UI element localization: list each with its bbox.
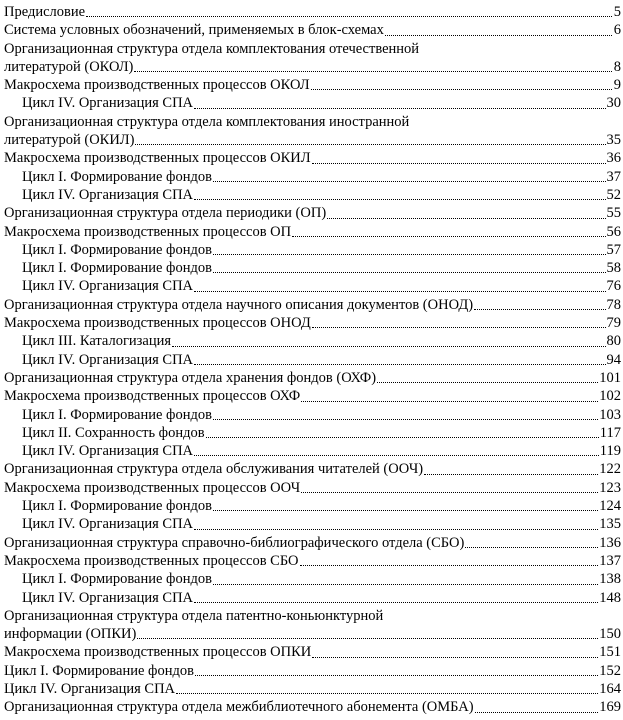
toc-entry — [4, 3, 621, 21]
toc-entry — [4, 387, 621, 405]
toc-entry — [4, 76, 621, 94]
toc-entry-title: Макросхема производственных процессов ОКОЛ — [4, 77, 310, 94]
toc-entry-title: Цикл IV. Организация СПА — [4, 680, 176, 697]
dot-leader — [194, 283, 605, 292]
toc-entry — [4, 552, 621, 570]
dot-leader — [301, 393, 598, 402]
toc-entry-page: 152 — [599, 662, 621, 679]
toc-entry-title: Цикл IV. Организация СПА — [22, 95, 194, 112]
dot-leader — [465, 539, 598, 548]
dot-leader — [312, 155, 606, 164]
toc-entry-title: Организационная структура справочно-библиографического отдела (СБО) — [4, 534, 465, 551]
toc-entry-title: Цикл II. Сохранность фондов — [22, 424, 205, 441]
toc-entry-title-line: Организационная структура отдела комплектования иностранной — [4, 113, 410, 130]
toc-entry-page: 138 — [599, 571, 621, 588]
toc-entry-page: 137 — [599, 552, 621, 569]
toc-entry-page: 94 — [606, 351, 621, 368]
toc-entry-page: 135 — [599, 516, 621, 533]
toc-entry-title: Цикл I. Формирование фондов — [22, 498, 212, 515]
dot-leader — [311, 81, 612, 90]
toc-entry-page: 6 — [613, 22, 621, 39]
toc-entry-page: 37 — [606, 168, 621, 185]
dot-leader — [194, 100, 605, 109]
table-of-contents — [4, 3, 621, 717]
dot-leader — [137, 630, 598, 639]
toc-entry-page: 119 — [599, 443, 621, 460]
toc-entry-title: Макросхема производственных процессов ООЧ — [4, 479, 301, 496]
toc-entry-page: 78 — [606, 296, 621, 313]
toc-entry-page: 124 — [599, 498, 621, 515]
toc-entry-title: Цикл I. Формирование фондов — [22, 241, 212, 258]
toc-entry — [4, 296, 621, 314]
toc-entry-title: Цикл I. Формирование фондов — [22, 260, 212, 277]
toc-entry-title: Предисловие — [4, 4, 86, 20]
dot-leader — [172, 338, 605, 347]
toc-entry — [4, 698, 621, 716]
toc-entry-title: Цикл I. Формирование фондов — [22, 406, 212, 423]
dot-leader — [213, 264, 606, 273]
toc-entry-page: 8 — [613, 58, 621, 75]
toc-entry — [4, 332, 621, 350]
toc-entry — [4, 149, 621, 167]
toc-entry-title: Цикл I. Формирование фондов — [22, 168, 212, 185]
dot-leader — [213, 502, 598, 511]
toc-entry-title: Организационная структура отдела хранения фондов (ОХФ) — [4, 369, 377, 386]
dot-leader — [206, 429, 599, 438]
dot-leader — [195, 667, 598, 676]
toc-entry-title: Организационная структура отдела межбиблиотечного абонемента (ОМБА) — [4, 699, 474, 716]
toc-entry-page: 55 — [606, 205, 621, 222]
toc-entry — [4, 497, 621, 515]
dot-leader — [377, 374, 598, 383]
toc-entry — [4, 131, 621, 149]
dot-leader — [194, 594, 598, 603]
toc-entry-title: Макросхема производственных процессов СБО — [4, 552, 299, 569]
toc-entry — [4, 186, 621, 204]
dot-leader — [385, 27, 612, 36]
toc-entry-title: Цикл IV. Организация СПА — [22, 589, 194, 606]
dot-leader — [301, 484, 598, 493]
toc-entry — [4, 223, 621, 241]
toc-entry — [4, 369, 621, 387]
toc-entry — [4, 643, 621, 661]
dot-leader — [474, 301, 605, 310]
toc-entry-title: Цикл IV. Организация СПА — [22, 516, 194, 533]
toc-entry-page: 148 — [599, 589, 621, 606]
toc-entry-title: литературой (ОКОЛ) — [4, 58, 134, 75]
toc-entry-title: Макросхема производственных процессов ОКИЛ — [4, 150, 311, 167]
toc-entry — [4, 168, 621, 186]
toc-entry-page: 79 — [606, 315, 621, 332]
toc-entry-page: 101 — [599, 369, 621, 386]
toc-entry-title-line: Организационная структура отдела патентно-коньюнктурной — [4, 607, 384, 624]
toc-entry-title: литературой (ОКИЛ) — [4, 132, 135, 149]
toc-entry-title: Организационная структура отдела обслуживания читателей (ООЧ) — [4, 461, 424, 478]
toc-entry-title: Макросхема производственных процессов ОП — [4, 223, 292, 240]
dot-leader — [213, 246, 606, 255]
toc-entry-page: 52 — [606, 186, 621, 203]
toc-entry-title: Цикл IV. Организация СПА — [22, 443, 194, 460]
toc-entry — [4, 589, 621, 607]
toc-entry-page: 36 — [606, 150, 621, 167]
toc-entry-page: 103 — [599, 406, 621, 423]
dot-leader — [312, 649, 598, 658]
toc-entry-page: 76 — [606, 278, 621, 295]
toc-entry-page: 5 — [613, 4, 621, 20]
dot-leader — [213, 173, 606, 182]
toc-entry — [4, 21, 621, 39]
toc-entry-title: Макросхема производственных процессов ОХФ — [4, 388, 301, 405]
dot-leader — [134, 63, 612, 72]
dot-leader — [194, 191, 605, 200]
toc-entry-page: 58 — [606, 260, 621, 277]
toc-entry-page: 57 — [606, 241, 621, 258]
toc-entry — [4, 314, 621, 332]
toc-entry-title: Организационная структура отдела научного описания документов (ОНОД) — [4, 296, 474, 313]
toc-entry — [4, 570, 621, 588]
dot-leader — [292, 228, 605, 237]
toc-entry — [4, 204, 621, 222]
dot-leader — [312, 319, 606, 328]
toc-entry — [4, 479, 621, 497]
toc-entry-page: 117 — [599, 424, 621, 441]
toc-entry-page: 122 — [599, 461, 621, 478]
toc-entry-page: 30 — [606, 95, 621, 112]
toc-entry — [4, 424, 621, 442]
toc-entry-page: 151 — [599, 644, 621, 661]
toc-entry — [4, 515, 621, 533]
dot-leader — [135, 136, 605, 145]
toc-entry-page: 123 — [599, 479, 621, 496]
toc-entry — [4, 680, 621, 698]
dot-leader — [194, 356, 605, 365]
toc-entry — [4, 351, 621, 369]
toc-entry — [4, 58, 621, 76]
toc-entry-page: 150 — [599, 626, 621, 643]
dot-leader — [194, 447, 599, 456]
toc-entry-title: Макросхема производственных процессов ОПКИ — [4, 644, 312, 661]
toc-entry-title: информации (ОПКИ) — [4, 626, 137, 643]
toc-entry — [4, 259, 621, 277]
toc-entry-title: Организационная структура отдела периодики (ОП) — [4, 205, 327, 222]
toc-entry-page: 9 — [613, 77, 621, 94]
dot-leader — [176, 685, 598, 694]
toc-entry-title: Макросхема производственных процессов ОНОД — [4, 315, 311, 332]
dot-leader — [194, 521, 598, 530]
toc-entry — [4, 460, 621, 478]
toc-entry-title: Цикл IV. Организация СПА — [22, 278, 194, 295]
toc-entry-page: 35 — [606, 132, 621, 149]
toc-entry — [4, 277, 621, 295]
toc-entry-title-line: Организационная структура отдела комплектования отечественной — [4, 40, 420, 57]
toc-entry — [4, 625, 621, 643]
dot-leader — [300, 557, 599, 566]
toc-entry — [4, 662, 621, 680]
toc-entry-title: Система условных обозначений, применяемых в блок-схемах — [4, 22, 384, 39]
toc-entry — [4, 241, 621, 259]
dot-leader — [213, 411, 598, 420]
dot-leader — [327, 210, 605, 219]
toc-entry — [4, 94, 621, 112]
toc-entry — [4, 534, 621, 552]
toc-entry-page: 169 — [599, 699, 621, 716]
toc-entry-title: Цикл IV. Организация СПА — [22, 351, 194, 368]
toc-entry-title: Цикл IV. Организация СПА — [22, 186, 194, 203]
toc-entry-page: 102 — [599, 388, 621, 405]
toc-entry — [4, 442, 621, 460]
toc-entry-page: 80 — [606, 333, 621, 350]
dot-leader — [86, 8, 612, 17]
toc-entry-page: 164 — [599, 680, 621, 697]
toc-entry-page: 136 — [599, 534, 621, 551]
dot-leader — [475, 704, 599, 713]
toc-entry-page: 56 — [606, 223, 621, 240]
dot-leader — [424, 466, 598, 475]
toc-entry-title: Цикл I. Формирование фондов — [22, 571, 212, 588]
toc-entry-title: Цикл I. Формирование фондов — [4, 662, 194, 679]
toc-entry-title: Цикл III. Каталогизация — [22, 333, 172, 350]
toc-entry — [4, 406, 621, 424]
dot-leader — [213, 576, 598, 585]
